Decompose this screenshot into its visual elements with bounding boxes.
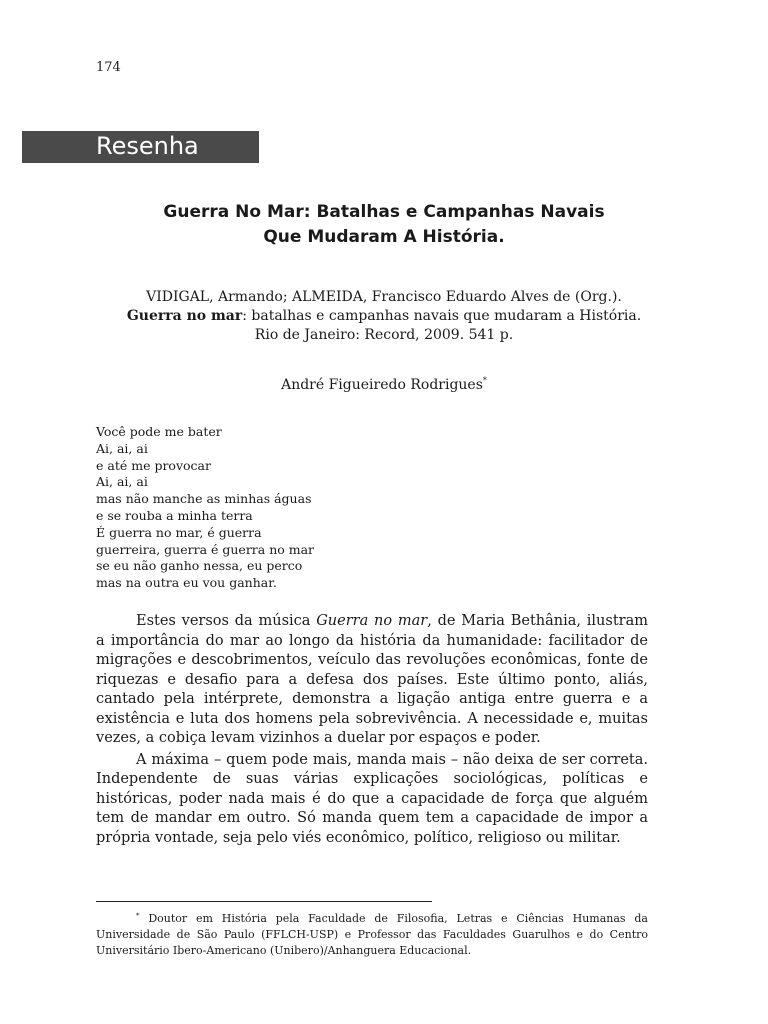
reviewer-name: André Figueiredo Rodrigues bbox=[281, 377, 483, 393]
section-label: Resenha bbox=[96, 132, 199, 160]
body-paragraph-1 bbox=[96, 612, 648, 749]
song-title: Guerra no mar bbox=[316, 613, 428, 629]
epigraph-line: Ai, ai, ai bbox=[96, 474, 148, 490]
epigraph-line: guerreira, guerra é guerra no mar bbox=[96, 541, 315, 557]
reviewer-byline bbox=[60, 376, 708, 393]
footnote-marker: * bbox=[482, 376, 487, 385]
footnote-text: Doutor em História pela Faculdade de Filosofia, Letras e Ciências Humanas da Universidade de São Paulo (FFLCH-USP) e Professor das Faculdades Guarulhos e do Centro Universitário Ibero-Americano (Unibero)/Anhanguera Educacional. bbox=[96, 912, 648, 957]
epigraph-line: e até me provocar bbox=[96, 457, 211, 473]
epigraph-line: Ai, ai, ai bbox=[96, 440, 148, 456]
title-line-1: Guerra No Mar: Batalhas e Campanhas Navais bbox=[163, 202, 605, 222]
p1-rest: , de Maria Bethânia, ilustram a importância do mar ao longo da história da humanidade: facilitador de migrações e descobrimentos, veículo das revoluções econômicas, fonte de riquezas e desafio para a defesa dos países. Este último ponto, aliás, cantado pela intérprete, demonstra a ligação antiga entre guerra e a existência e luta dos homens pela sobrevivência. A necessidade e, muitas vezes, a cobiça levam vizinhos a duelar por espaços e poder. bbox=[96, 613, 648, 746]
epigraph-line: mas não manche as minhas águas bbox=[96, 491, 312, 507]
reference-authors: VIDIGAL, Armando; ALMEIDA, Francisco Eduardo Alves de (Org.). bbox=[146, 289, 622, 305]
bibliographic-reference bbox=[60, 288, 708, 345]
reference-book-title: Guerra no mar bbox=[126, 308, 243, 324]
title-line-2: Que Mudaram A História. bbox=[263, 227, 505, 247]
epigraph-line: se eu não ganho nessa, eu perco bbox=[96, 558, 303, 574]
section-banner bbox=[22, 131, 259, 163]
epigraph bbox=[96, 424, 314, 592]
reference-publication: Rio de Janeiro: Record, 2009. 541 p. bbox=[254, 327, 514, 343]
epigraph-line: e se rouba a minha terra bbox=[96, 507, 253, 523]
epigraph-line: mas na outra eu vou ganhar. bbox=[96, 575, 277, 591]
body-text bbox=[96, 612, 648, 848]
footnote-mark: * bbox=[136, 912, 140, 920]
footnote bbox=[96, 908, 648, 959]
epigraph-line: É guerra no mar, é guerra bbox=[96, 524, 262, 540]
epigraph-line: Você pode me bater bbox=[96, 424, 222, 439]
reference-book-line bbox=[60, 307, 708, 326]
body-paragraph-2: A máxima – quem pode mais, manda mais – não deixa de ser correta. Independente de suas várias explicações sociológicas, políticas e históricas, poder nada mais é do que a capacidade de força que alguém tem de mandar em outro. Só manda quem tem a capacidade de impor a própria vontade, seja pelo viés econômico, político, religioso ou militar. bbox=[96, 751, 648, 846]
page-number: 174 bbox=[96, 60, 121, 75]
footnote-divider bbox=[96, 901, 432, 902]
p1-intro: Estes versos da música bbox=[136, 613, 317, 629]
review-title bbox=[60, 200, 708, 250]
reference-book-subtitle: : batalhas e campanhas navais que mudaram a História. bbox=[242, 308, 642, 324]
